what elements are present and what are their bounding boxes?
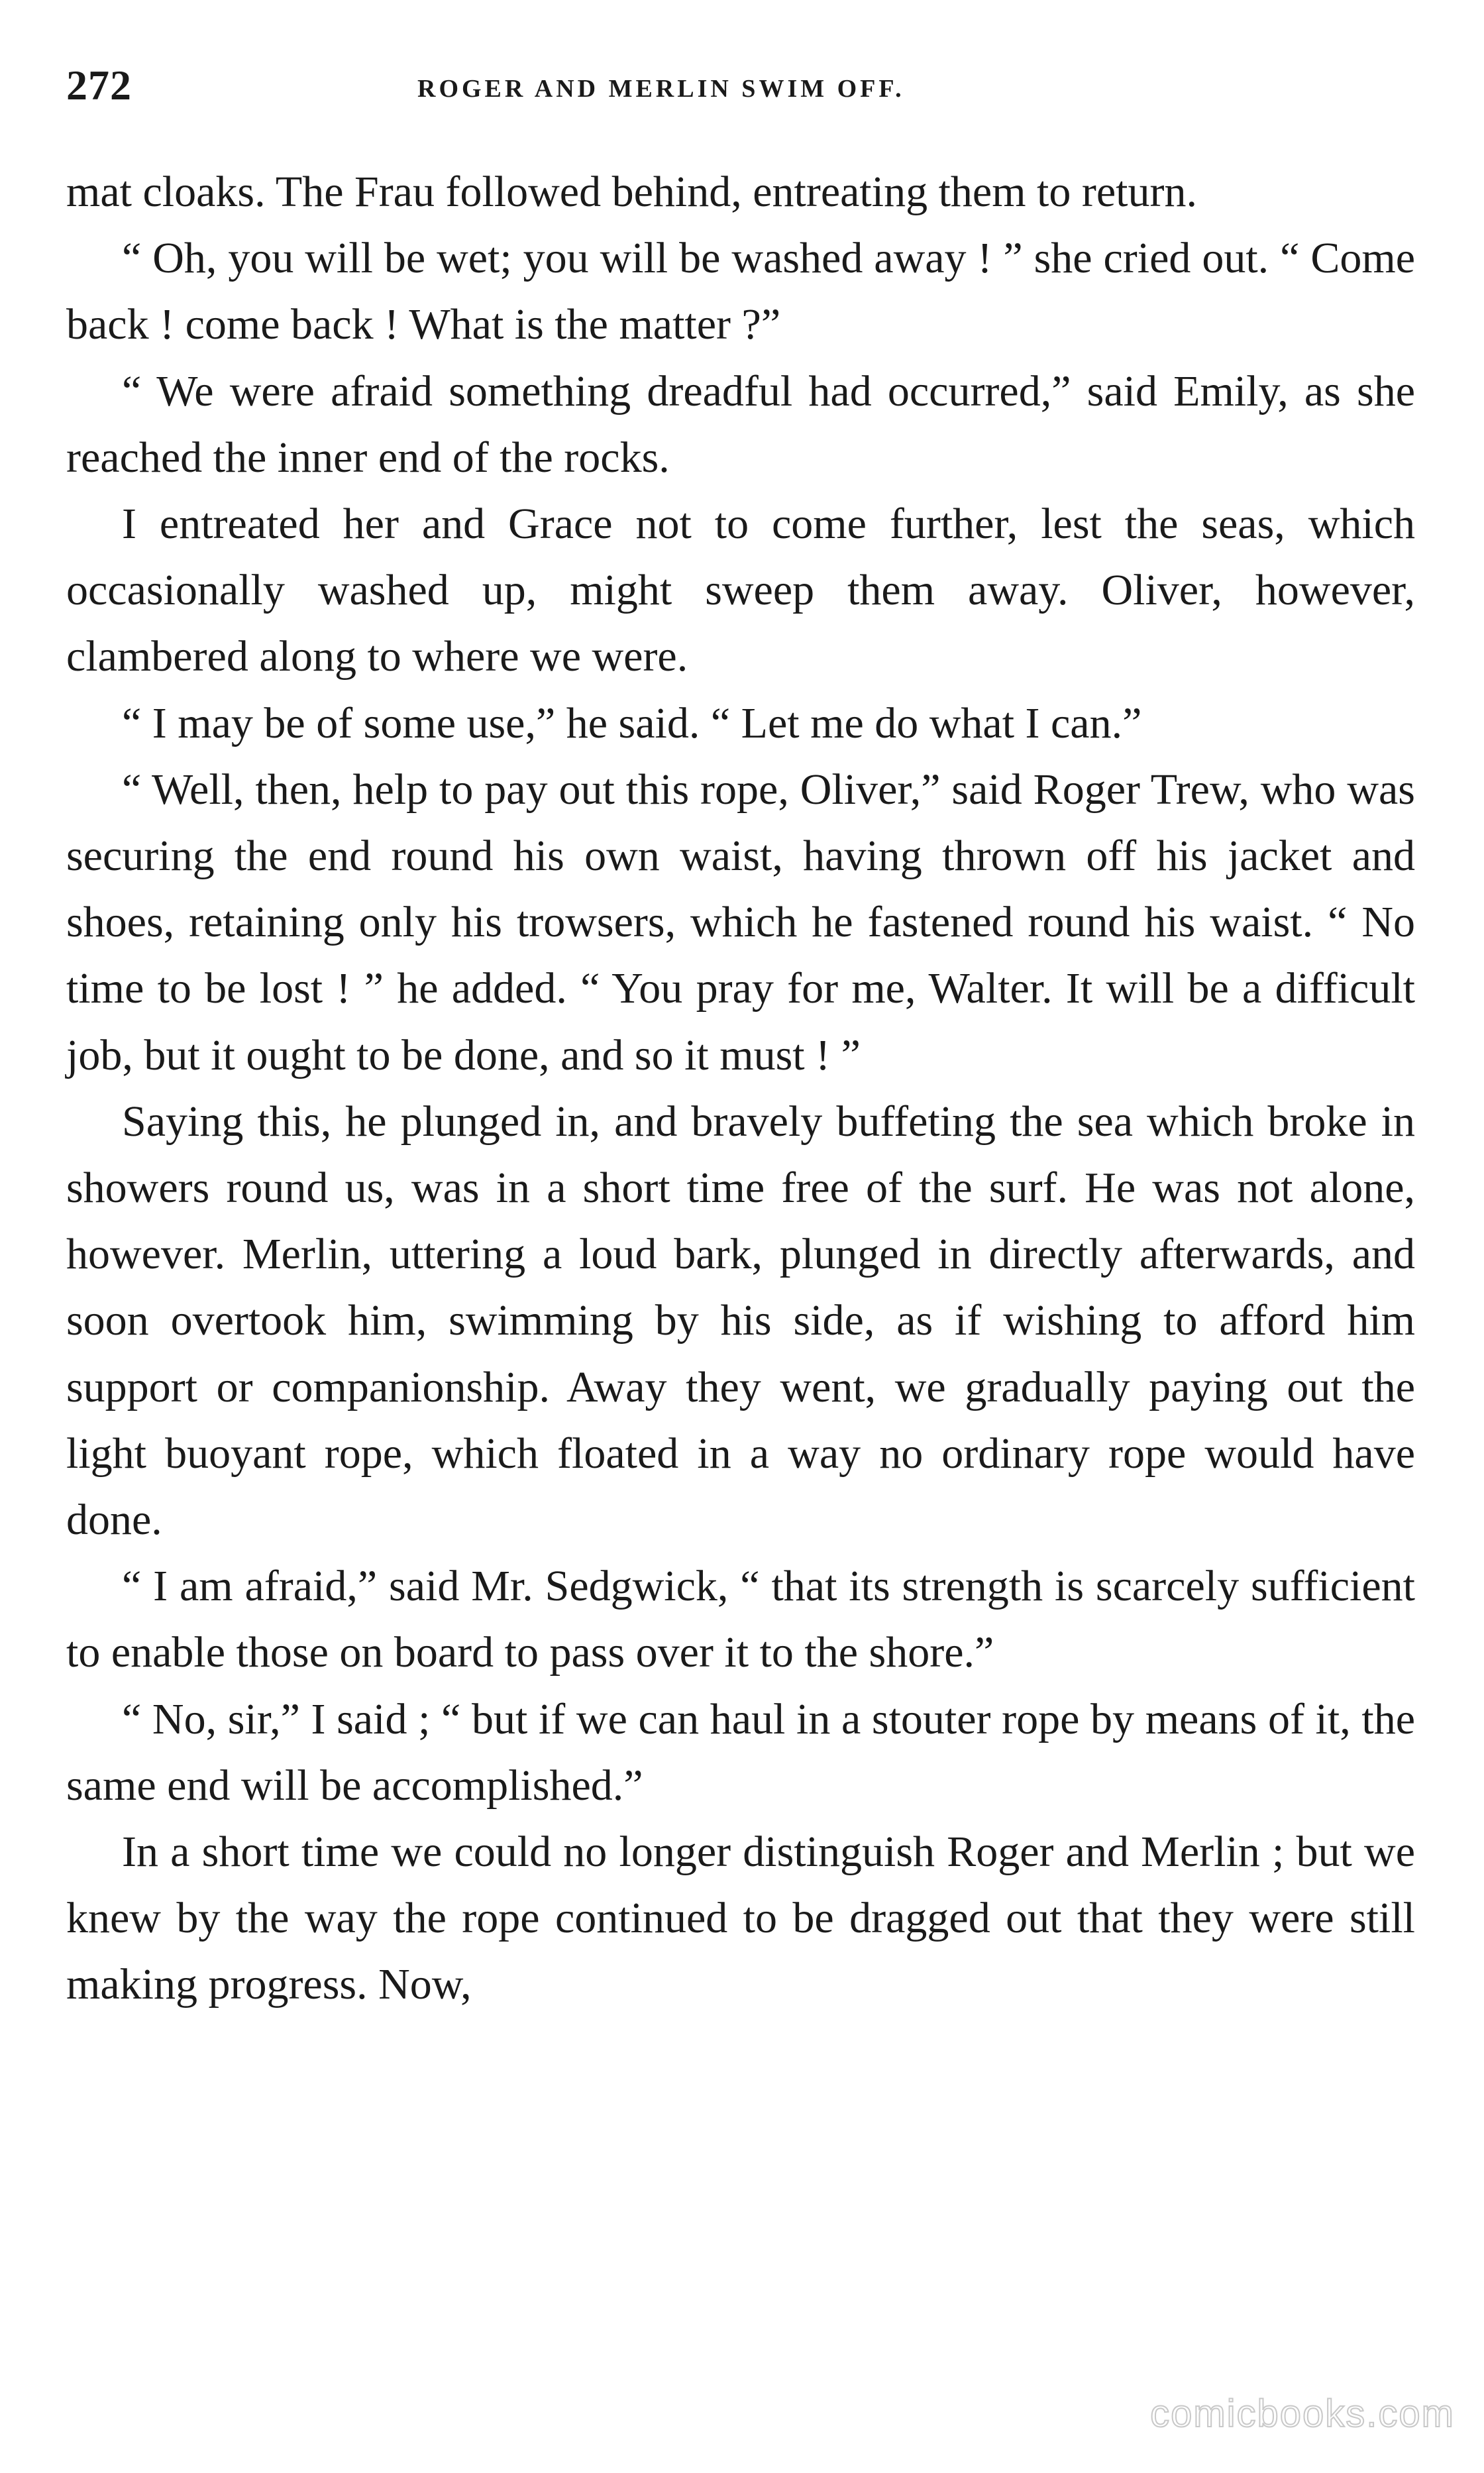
paragraph: “ I may be of some use,” he said. “ Let me do what I can.” bbox=[122, 698, 1142, 747]
paragraph: “ I am afraid,” said Mr. Sedgwick, “ that its strength is scarcely sufficient to enable those on board to pass over it to the shore.” bbox=[66, 1562, 1415, 1677]
paragraph: “ We were afraid something dreadful had occurred,” said Emily, as she reached the inner end of the rocks. bbox=[66, 366, 1415, 482]
paragraph: “ No, sir,” I said ; “ but if we can haul in a stouter rope by means of it, the same end will be accomplished.” bbox=[66, 1694, 1415, 1810]
page-number: 272 bbox=[66, 62, 132, 109]
running-title: ROGER AND MERLIN SWIM OFF. bbox=[417, 75, 905, 103]
body-text bbox=[66, 159, 1415, 2018]
paragraph-continued: mat cloaks. The Frau followed behind, entreating them to return. bbox=[66, 168, 1197, 216]
running-head bbox=[66, 61, 1418, 121]
paragraph: Saying this, he plunged in, and bravely buffeting the sea which broke in showers round us, was in a short time free of the surf. He was not alone, however. Merlin, uttering a loud bark, plunged in directly afterwards, and soon overtook him, swimming by his side, as if wishing to afford him support or companionship. Away they went, we gradually paying out the light buoyant rope, which floated in a way no ordinary rope would have done. bbox=[66, 1097, 1415, 1545]
watermark: comicbooks.com bbox=[1150, 2392, 1455, 2435]
paragraph: In a short time we could no longer distinguish Roger and Merlin ; but we knew by the way the rope continued to be dragged out that they were still making progress. Now, bbox=[66, 1828, 1415, 2009]
paragraph: I entreated her and Grace not to come further, lest the seas, which occasionally washed up, might sweep them away. Oliver, however, clambered along to where we were. bbox=[66, 500, 1415, 681]
paragraph: “ Oh, you will be wet; you will be washed away ! ” she cried out. “ Come back ! come back ! What is the matter ?” bbox=[66, 234, 1415, 349]
paragraph: “ Well, then, help to pay out this rope, Oliver,” said Roger Trew, who was securing the end round his own waist, having thrown off his jacket and shoes, retaining only his trowsers, which he fastened round his waist. “ No time to be lost ! ” he added. “ You pray for me, Walter. It will be a difficult job, but it ought to be done, and so it must ! ” bbox=[66, 765, 1415, 1079]
